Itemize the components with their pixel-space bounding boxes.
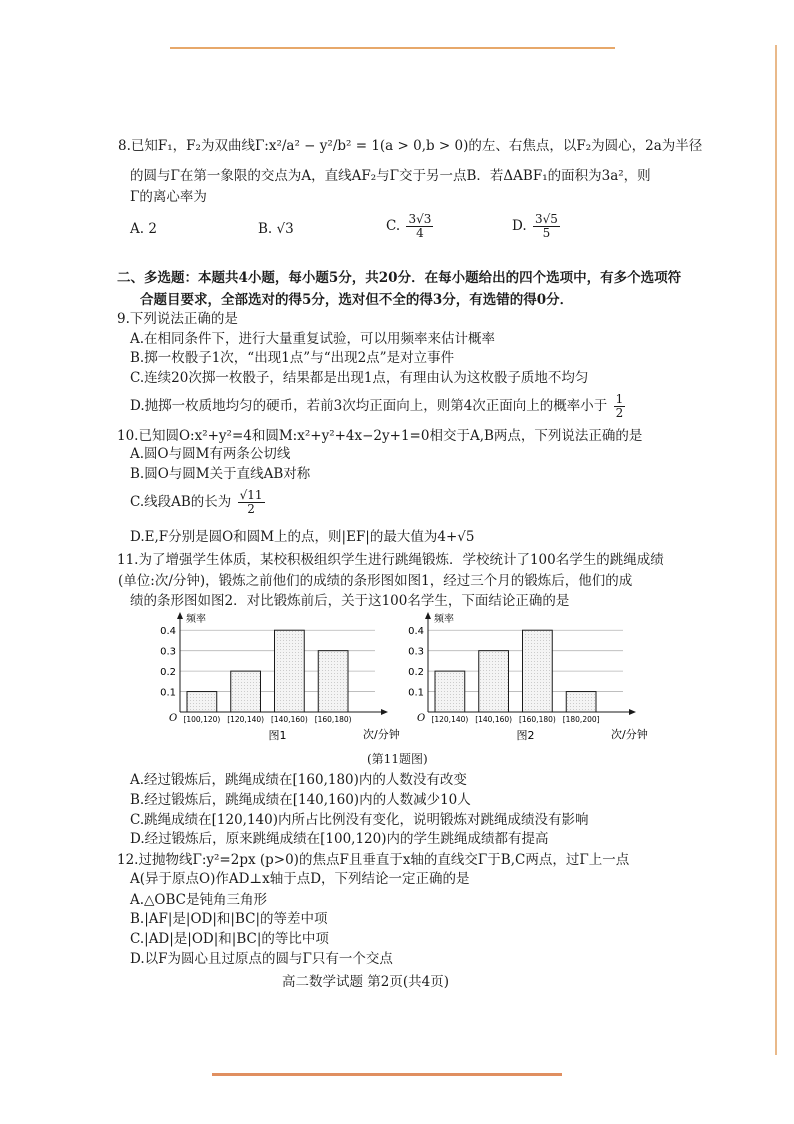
q8-option-d-label: D.	[512, 218, 527, 234]
q8-option-b: B. √3	[258, 221, 294, 237]
q11-option-b: B.经过锻炼后，跳绳成绩在[140,160)内的人数减少10人	[130, 792, 471, 808]
q12-line1: 12.过抛物线Γ:y²=2px (p>0)的焦点F且垂直于x轴的直线交Γ于B,C两点，过Γ上一点	[117, 852, 630, 868]
bar	[318, 651, 348, 712]
q12-option-b: B.|AF|是|OD|和|BC|的等差中项	[130, 911, 328, 927]
x-axis-arrow	[381, 709, 388, 715]
right-margin-line	[775, 45, 777, 1055]
y-axis-label: 频率	[434, 614, 454, 625]
x-tick-label: [100,120)	[183, 715, 221, 724]
x-tick-label: [120,140)	[227, 715, 265, 724]
section2-heading-line2: 合题目要求，全部选对的得5分，选对但不全的得3分，有选错的得0分．	[140, 292, 574, 308]
q10-option-c-fraction	[238, 489, 265, 516]
x-axis-label: 次/分钟	[363, 728, 400, 741]
q9-option-c: C.连续20次掷一枚骰子，结果都是出现1点，有理由认为这枚骰子质地不均匀	[130, 370, 589, 386]
y-tick-label: 0.3	[408, 646, 424, 658]
x-axis-arrow	[629, 709, 636, 715]
y-tick-label: 0.2	[160, 667, 176, 679]
q11-line3: 绩的条形图如图2．对比锻炼前后，关于这100名学生，下面结论正确的是	[130, 593, 570, 609]
x-axis-label: 次/分钟	[611, 728, 648, 741]
q8-option-d-fraction	[533, 213, 560, 240]
bar	[479, 651, 509, 712]
bar	[231, 671, 261, 712]
q12-line2: A(异于原点O)作AD⊥x轴于点D，下列结论一定正确的是	[130, 871, 470, 887]
q9-option-d-fraction	[614, 393, 626, 420]
page-footer: 高二数学试题 第2页(共4页)	[282, 974, 450, 990]
q8-option-a: A. 2	[130, 221, 157, 237]
q10-option-b: B.圆O与圆M关于直线AB对称	[130, 466, 311, 482]
y-axis-label: 频率	[186, 614, 206, 625]
chart-title: 图2	[516, 729, 535, 742]
q9-option-d-text: D.抛掷一枚质地均匀的硬币，若前3次均正面向上，则第4次正面向上的概率小于	[130, 398, 608, 414]
x-tick-label: [160,180)	[314, 715, 352, 724]
q8-line2: 的圆与Γ在第一象限的交点为A，直线AF₂与Γ交于另一点B．若ΔABF₁的面积为3a²，则	[130, 168, 651, 184]
x-tick-label: [160,180)	[518, 715, 556, 724]
q11-option-c: C.跳绳成绩在[120,140)内所占比例没有变化，说明锻炼对跳绳成绩没有影响	[130, 812, 589, 828]
q8-option-c-numerator: 3√3	[408, 212, 432, 226]
q9-option-d-numerator: 1	[615, 392, 624, 406]
q8-option-d-numerator: 3√5	[534, 212, 558, 226]
bar	[187, 692, 217, 712]
x-tick-label: [180,200]	[562, 715, 600, 724]
q10-option-c	[130, 489, 267, 516]
q10-option-c-numerator: √11	[239, 488, 263, 502]
q8-option-d-denominator: 5	[542, 226, 551, 240]
origin-label: O	[169, 713, 178, 724]
y-tick-label: 0.1	[408, 687, 424, 699]
q9-option-b: B.掷一枚骰子1次，“出现1点”与“出现2点”是对立事件	[130, 350, 455, 366]
q11-line2: (单位:次/分钟)，锻炼之前他们的成绩的条形图如图1，经过三个月的锻炼后，他们的成	[118, 573, 633, 589]
q9-option-a: A.在相同条件下，进行大量重复试验，可以用频率来估计概率	[130, 331, 496, 347]
q8-line3: Γ的离心率为	[130, 189, 207, 205]
q10-option-c-denominator: 2	[247, 502, 255, 516]
q12-option-a: A.△OBC是钝角三角形	[130, 892, 267, 908]
y-tick-label: 0.4	[160, 626, 176, 638]
bar	[275, 630, 305, 712]
x-tick-label: [120,140)	[431, 715, 469, 724]
origin-label: O	[417, 713, 426, 724]
q11-option-a: A.经过锻炼后，跳绳成绩在[160,180)内的人数没有改变	[130, 772, 467, 788]
q10-option-a: A.圆O与圆M有两条公切线	[130, 446, 291, 462]
bar	[435, 671, 465, 712]
q11-line1: 11.为了增强学生体质，某校积极组织学生进行跳绳锻炼．学校统计了100名学生的跳绳成绩	[117, 552, 664, 568]
q8-option-c-fraction	[406, 213, 433, 240]
q8-line1: 8.已知F₁，F₂为双曲线Γ:x²/a² − y²/b² = 1(a > 0,b > 0)的左、右焦点，以F₂为圆心，2a为半径	[118, 138, 703, 154]
q11-figure-caption: (第11题图)	[367, 752, 428, 766]
bar	[566, 692, 596, 712]
q8-option-c-denominator: 4	[416, 226, 424, 240]
q10-option-d: D.E,F分别是圆O和圆M上的点，则|EF|的最大值为4+√5	[130, 529, 475, 545]
q10-stem: 10.已知圆O:x²+y²=4和圆M:x²+y²+4x−2y+1=0相交于A,B两点，下列说法正确的是	[117, 428, 643, 444]
y-tick-label: 0.2	[408, 667, 424, 679]
y-axis-arrow	[425, 612, 431, 619]
q11-option-d: D.经过锻炼后，原来跳绳成绩在[100,120)内的学生跳绳成绩都有提高	[130, 831, 549, 847]
y-tick-label: 0.4	[408, 626, 424, 638]
q9-stem: 9.下列说法正确的是	[117, 311, 238, 327]
y-axis-arrow	[177, 612, 183, 619]
q9-option-d-denominator: 2	[615, 406, 624, 420]
q8-option-c	[386, 213, 435, 240]
bar-chart-figure-1	[150, 612, 400, 742]
bottom-border-line	[212, 1073, 562, 1076]
section2-heading-line1: 二、多选题：本题共4小题，每小题5分，共20分．在每小题给出的四个选项中，有多个选项符	[117, 270, 682, 286]
bar	[523, 630, 553, 712]
x-tick-label: [140,160)	[270, 715, 308, 724]
y-tick-label: 0.3	[160, 646, 176, 658]
bar-chart-figure-2	[398, 612, 648, 742]
top-border-line	[170, 47, 615, 49]
q12-option-d: D.以F为圆心且过原点的圆与Γ只有一个交点	[130, 951, 393, 967]
q9-option-d	[130, 393, 627, 420]
chart-title: 图1	[268, 729, 287, 742]
q10-option-c-text: C.线段AB的长为	[130, 494, 232, 510]
q8-option-d	[512, 213, 562, 240]
q12-option-c: C.|AD|是|OD|和|BC|的等比中项	[130, 931, 329, 947]
x-tick-label: [140,160)	[475, 715, 513, 724]
y-tick-label: 0.1	[160, 687, 176, 699]
q8-option-c-label: C.	[386, 218, 401, 234]
